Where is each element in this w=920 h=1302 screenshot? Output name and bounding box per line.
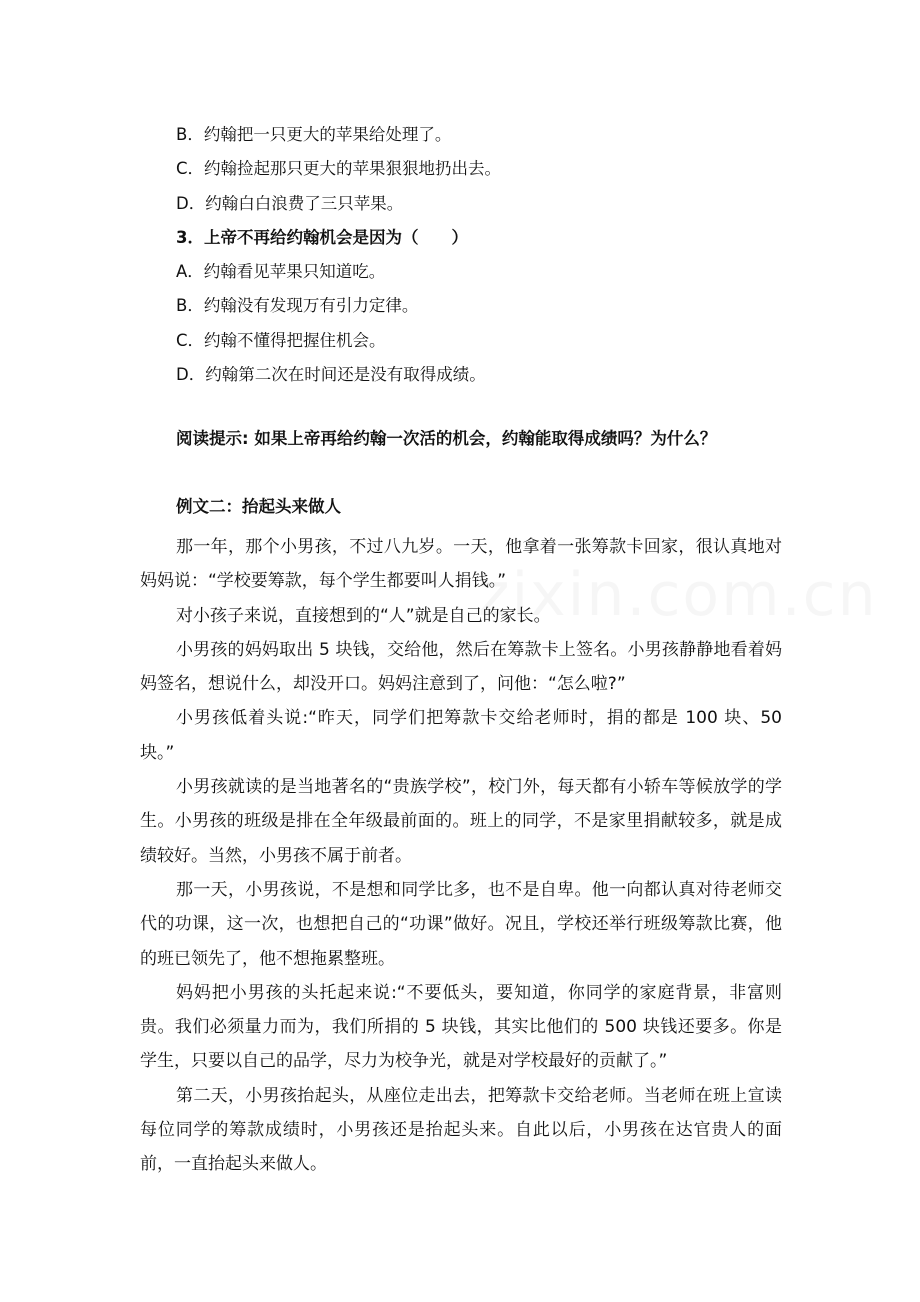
option-2d: D．约翰白白浪费了三只苹果。: [176, 193, 404, 213]
article-paragraph: 小男孩就读的是当地著名的“贵族学校”，校门外，每天都有小轿车等候放学的学生。小男孩的班级是排在全年级最前面的。班上的同学，不是家里捐献较多，就是成绩较好。当然，小男孩不属于前者。: [140, 777, 782, 866]
question-3-title: 3．上帝不再给约翰机会是因为（ ）: [176, 227, 468, 247]
option-2b: B．约翰把一只更大的苹果给处理了。: [176, 125, 452, 144]
article-paragraph: 小男孩低着头说:“昨天，同学们把筹款卡交给老师时，捐的都是 100 块、50 块。”: [140, 708, 782, 763]
article-title: 例文二：抬起头来做人: [176, 497, 341, 516]
article-paragraph: 那一年，那个小男孩，不过八九岁。一天，他拿着一张筹款卡回家，很认真地对妈妈说：“学校要筹款，每个学生都要叫人捐钱。”: [140, 537, 782, 592]
article-paragraph: 妈妈把小男孩的头托起来说:“不要低头，要知道，你同学的家庭背景，非富则贵。我们必须量力而为，我们所捐的 5 块钱，其实比他们的 500 块钱还要多。你是学生，只要以自己的品学，尽力为校争光，就是对学校最好的贡献了。”: [140, 982, 782, 1072]
article-paragraph: 第二天，小男孩抬起头，从座位走出去，把筹款卡交给老师。当老师在班上宣读每位同学的筹款成绩时，小男孩还是抬起头来。自此以后，小男孩在达官贵人的面前，一直抬起头来做人。: [140, 1085, 782, 1175]
article-paragraph: 对小孩子来说，直接想到的“人”就是自己的家长。: [176, 605, 551, 626]
question-options: [176, 118, 796, 392]
option-2c: C．约翰捡起那只更大的苹果狠狠地扔出去。: [176, 159, 502, 179]
reading-hint: 阅读提示: 如果上帝再给约翰一次活的机会，约翰能取得成绩吗？为什么？: [176, 429, 717, 448]
option-3b: B．约翰没有发现万有引力定律。: [176, 296, 419, 316]
article-paragraph: 小男孩的妈妈取出 5 块钱，交给他，然后在筹款卡上签名。小男孩静静地看着妈妈签名，想说什么，却没开口。妈妈注意到了，问他：“怎么啦?”: [140, 639, 782, 695]
option-3a: A．约翰看见苹果只知道吃。: [176, 262, 386, 282]
option-3d: D．约翰第二次在时间还是没有取得成绩。: [176, 365, 486, 385]
option-3c: C．约翰不懂得把握住机会。: [176, 330, 386, 350]
article: [140, 492, 782, 1182]
article-paragraph: 那一天，小男孩说，不是想和同学比多，也不是自卑。他一向都认真对待老师交代的功课，这一次，也想把自己的“功课”做好。况且，学校还举行班级筹款比赛，他的班已领先了，他不想拖累整班。: [140, 879, 782, 969]
